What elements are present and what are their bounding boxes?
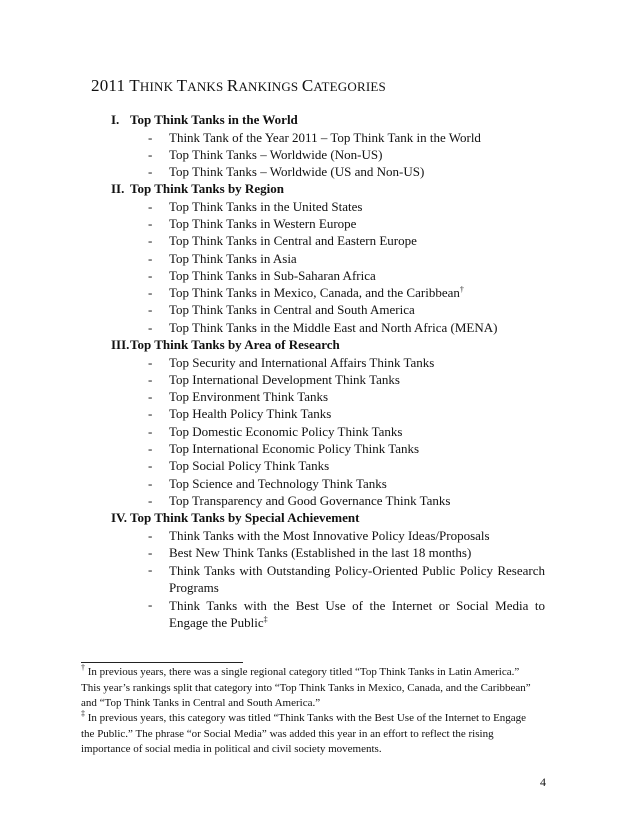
footnote: † In previous years, there was a single regional category titled “Top Think Tanks in Latin America.” This year’s rankings split that category into “Top Think Tanks in Mexico, Canada, and the Caribbean” and “Top Think Tanks in Central and South America.” (81, 663, 531, 710)
dagger-footnote-mark: † (459, 285, 464, 294)
page-title: 2011 THINK TANKS RANKINGS CATEGORIES (91, 76, 386, 95)
section-heading: III.Top Think Tanks by Area of Research (111, 337, 340, 352)
section-heading: II. Top Think Tanks by Region (111, 181, 284, 196)
footnote-divider (81, 662, 243, 663)
section-heading: I. Top Think Tanks in the World (111, 112, 298, 127)
double-dagger-footnote-mark: ‡ (263, 615, 268, 625)
page-number: 4 (540, 775, 546, 789)
section-heading: IV. Top Think Tanks by Special Achievement (111, 510, 360, 525)
footnote: ‡ In previous years, this category was titled “Think Tanks with the Best Use of the Internet to Engage the Public.” The phrase “or Social Media” was added this year in an effort to reflect the rising importance of social media in political and civil society movements. (81, 709, 527, 756)
